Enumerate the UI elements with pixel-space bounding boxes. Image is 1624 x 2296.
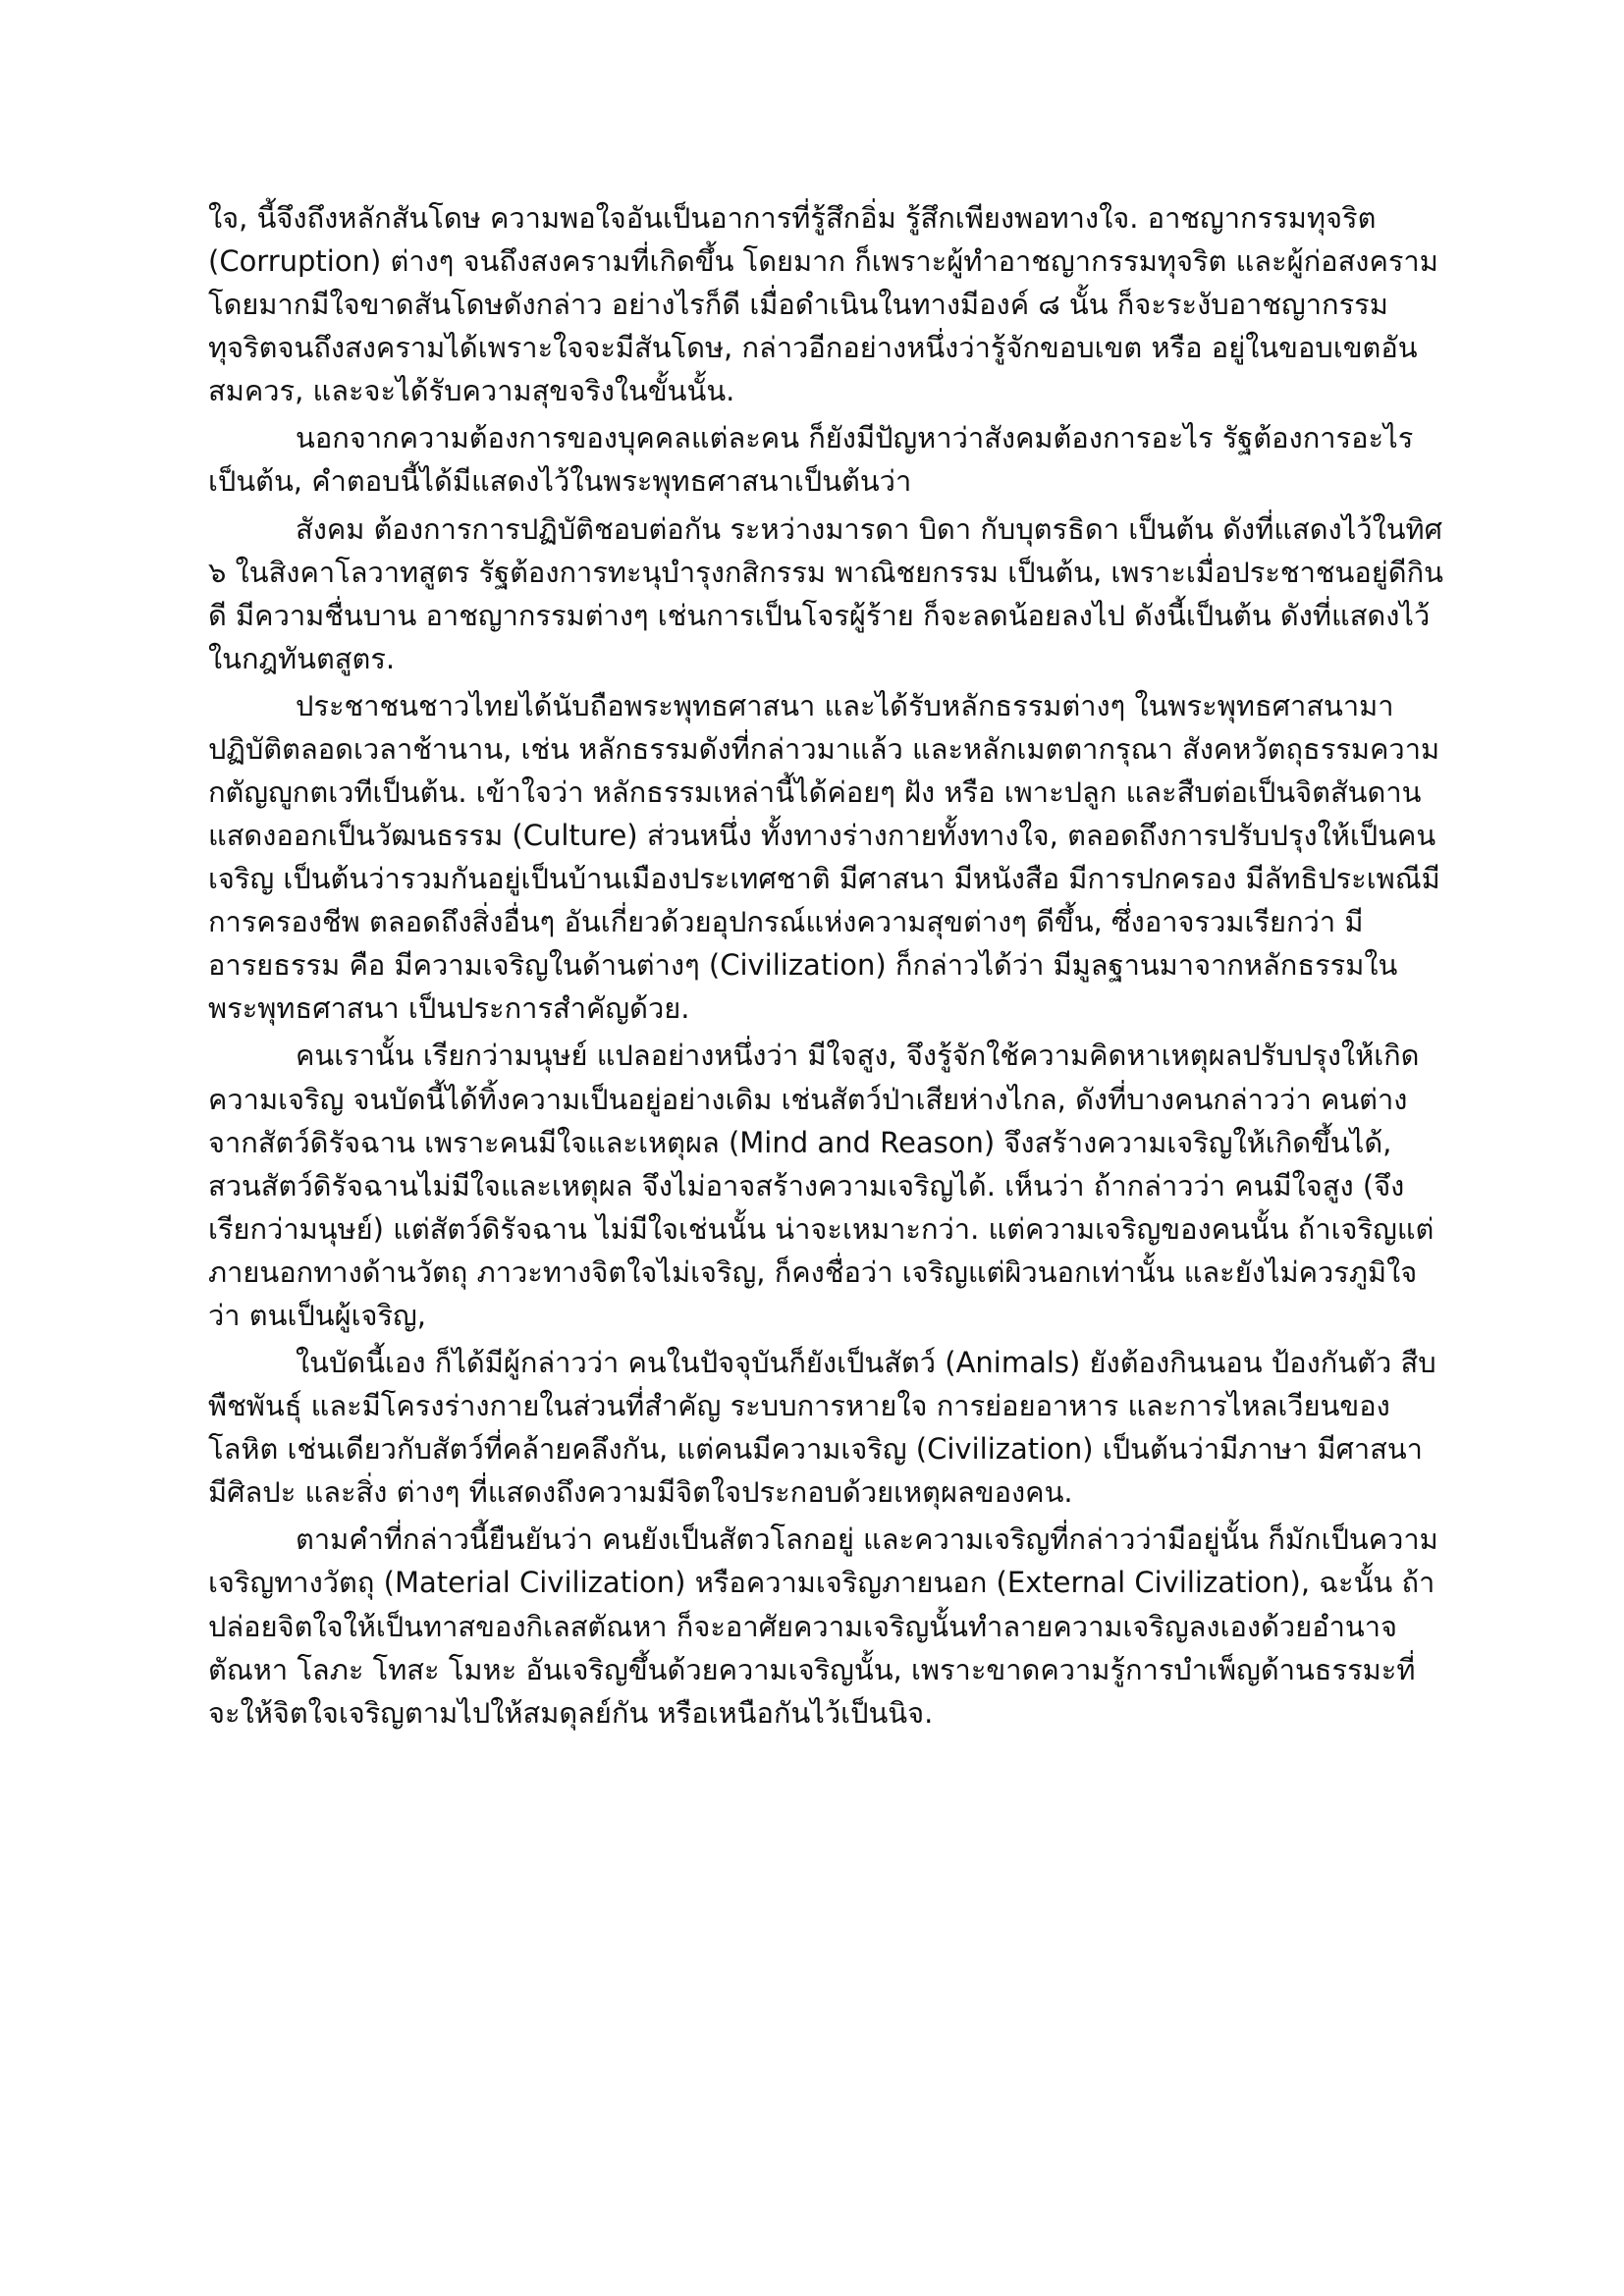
paragraph-2: นอกจากความต้องการของบุคคลแต่ละคน ก็ยังมีปัญหาว่าสังคมต้องการอะไร รัฐต้องการอะไรเป็นต้น, คำตอบนี้ได้มีแสดงไว้ในพระพุทธศาสนาเป็นต้นว่า: [208, 421, 1414, 499]
paragraph-3: สังคม ต้องการการปฏิบัติชอบต่อกัน ระหว่างมารดา บิดา กับบุตรธิดา เป็นต้น ดังที่แสดงไว้ในทิศ ๖ ในสิงคาโลวาทสูตร รัฐต้องการทะนุบำรุงกสิกรรม พาณิชยกรรม เป็นต้น, เพราะเมื่อประชาชนอยู่ดีกินดี มีความชื่นบาน อาชญากรรมต่างๆ เช่นการเป็นโจรผู้ร้าย ก็จะลดน้อยลงไป ดังนี้เป็นต้น ดังที่แสดงไว้ในกฎทันตสูตร.: [208, 511, 1444, 675]
paragraph-6: ในบัดนี้เอง ก็ได้มีผู้กล่าวว่า คนในปัจจุบันก็ยังเป็นสัตว์ (Animals) ยังต้องกินนอน ป้องกันตัว สืบพืชพันธุ์ และมีโครงร่างกายในส่วนที่สำคัญ ระบบการหายใจ การย่อยอาหาร และการไหลเวียนของโลหิต เช่นเดียวกับสัตว์ที่คล้ายคลึงกัน, แต่คนมีความเจริญ (Civilization) เป็นต้นว่ามีภาษา มีศาสนา มีศิลปะ และสิ่ง ต่างๆ ที่แสดงถึงความมีจิตใจประกอบด้วยเหตุผลของคน.: [208, 1346, 1436, 1510]
paragraph-7: ตามคำที่กล่าวนี้ยืนยันว่า คนยังเป็นสัตวโลกอยู่ และความเจริญที่กล่าวว่ามีอยู่นั้น ก็มักเป็นความเจริญทางวัตถุ (Material Civilization) หรือความเจริญภายนอก (External Civilization), ฉะนั้น ถ้าปล่อยจิตใจให้เป็นทาสของกิเลสตัณหา ก็จะอาศัยความเจริญนั้นทำลายความเจริญลงเองด้วยอำนาจตัณหา โลภะ โทสะ โมหะ อันเจริญขึ้นด้วยความเจริญนั้น, เพราะขาดความรู้การบำเพ็ญด้านธรรมะที่จะให้จิตใจเจริญตามไปให้สมดุลย์กัน หรือเหนือกันไว้เป็นนิจ.: [208, 1522, 1438, 1730]
document-body: [208, 196, 1445, 1738]
paragraph-1: ใจ, นี้จึงถึงหลักสันโดษ ความพอใจอันเป็นอาการที่รู้สึกอิ่ม รู้สึกเพียงพอทางใจ. อาชญากรรมทุจริต (Corruption) ต่างๆ จนถึงสงครามที่เกิดขึ้น โดยมาก ก็เพราะผู้ทำอาชญากรรมทุจริต และผู้ก่อสงคราม โดยมากมีใจขาดสันโดษดังกล่าว อย่างไรก็ดี เมื่อดำเนินในทางมีองค์ ๘ นั้น ก็จะระงับอาชญากรรมทุจริตจนถึงสงครามได้เพราะใจจะมีสันโดษ, กล่าวอีกอย่างหนึ่งว่ารู้จักขอบเขต หรือ อยู่ในขอบเขตอันสมควร, และจะได้รับความสุขจริงในขั้นนั้น.: [208, 201, 1438, 408]
paragraph-5: คนเรานั้น เรียกว่ามนุษย์ แปลอย่างหนึ่งว่า มีใจสูง, จึงรู้จักใช้ความคิดหาเหตุผลปรับปรุงให้เกิดความเจริญ จนบัดนี้ได้ทิ้งความเป็นอยู่อย่างเดิม เช่นสัตว์ป่าเสียห่างไกล, ดังที่บางคนกล่าวว่า คนต่างจากสัตว์ดิรัจฉาน เพราะคนมีใจและเหตุผล (Mind and Reason) จึงสร้างความเจริญให้เกิดขึ้นได้, สวนสัตว์ดิรัจฉานไม่มีใจและเหตุผล จึงไม่อาจสร้างความเจริญได้. เห็นว่า ถ้ากล่าวว่า คนมีใจสูง (จึงเรียกว่ามนุษย์) แต่สัตว์ดิรัจฉาน ไม่มีใจเช่นนั้น น่าจะเหมาะกว่า. แต่ความเจริญของคนนั้น ถ้าเจริญแต่ภายนอกทางด้านวัตถุ ภาวะทางจิตใจไม่เจริญ, ก็คงชื่อว่า เจริญแต่ผิวนอกเท่านั้น และยังไม่ควรภูมิใจว่า ตนเป็นผู้เจริญ,: [208, 1039, 1435, 1332]
paragraph-4: ประชาชนชาวไทยได้นับถือพระพุทธศาสนา และได้รับหลักธรรมต่างๆ ในพระพุทธศาสนามาปฏิบัติตลอดเวลาช้านาน, เช่น หลักธรรมดังที่กล่าวมาแล้ว และหลักเมตตากรุณา สังคหวัตถุธรรมความกตัญญูกตเวทีเป็นต้น. เข้าใจว่า หลักธรรมเหล่านี้ได้ค่อยๆ ฝัง หรือ เพาะปลูก และสืบต่อเป็นจิตสันดาน แสดงออกเป็นวัฒนธรรม (Culture) ส่วนหนึ่ง ทั้งทางร่างกายทั้งทางใจ, ตลอดถึงการปรับปรุงให้เป็นคนเจริญ เป็นต้นว่ารวมกันอยู่เป็นบ้านเมืองประเทศชาติ มีศาสนา มีหนังสือ มีการปกครอง มีลัทธิประเพณีมีการครองชีพ ตลอดถึงสิ่งอื่นๆ อันเกี่ยวด้วยอุปกรณ์แห่งความสุขต่างๆ ดีขึ้น, ซึ่งอาจรวมเรียกว่า มีอารยธรรม คือ มีความเจริญในด้านต่างๆ (Civilization) ก็กล่าวได้ว่า มีมูลฐานมาจากหลักธรรมในพระพุทธศาสนา เป็นประการสำคัญด้วย.: [208, 688, 1440, 1026]
